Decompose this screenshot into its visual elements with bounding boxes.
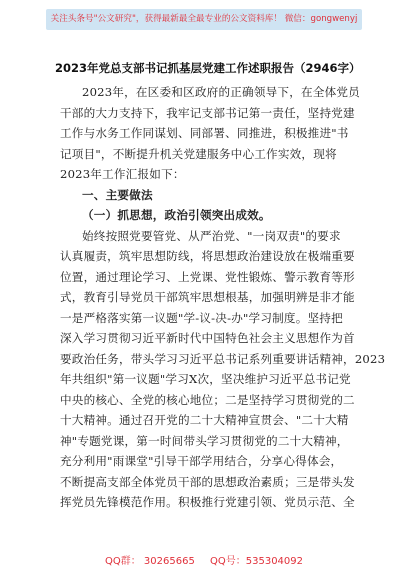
paragraph-line: 2023年，在区委和区政府的正确领导下，在全体党员 [82, 85, 360, 99]
paragraph-line: 年共组织"第一议题"学习X次，坚决维护习近平总书记党 [60, 372, 351, 386]
promo-banner: 关注头条号"公文研究"，获得最新最全最专业的公文资料库！ 微信：gongwenyj [46, 9, 362, 30]
paragraph-line: 神"专题党课，第一时间带头学习贯彻党的二十大精神， [60, 433, 349, 448]
paragraph-line: 深入学习贯彻习近平新时代中国特色社会主义思想作为首 [60, 331, 355, 345]
paragraph-line: 挥党员先锋模范作用。积极推行党建引领、党员示范、全 [60, 495, 355, 509]
paragraph-line: 要政治任务，带头学习习近平总书记系列重要讲话精神，2023 [60, 351, 386, 366]
paragraph-line: 干部的大力支持下，我牢记支部书记第一责任，坚持党建 [60, 105, 355, 120]
paragraph-line: 中央的核心、全党的核心地位；二是坚持学习贯彻党的二 [60, 392, 355, 407]
paragraph-line: 一是严格落实第一议题"学-议-决-办"学习制度。坚持把 [60, 310, 343, 325]
subsection-heading: （一）抓思想，政治引领突出成效。 [82, 208, 271, 222]
qq-number-text: QQ号：535304092 [210, 556, 304, 567]
paragraph-line: 始终按照党要管党、从严治党、"一岗双责"的要求 [82, 228, 341, 243]
document-title: 2023年党总支部书记抓基层党建工作述职报告（2946字） [55, 61, 361, 75]
paragraph-line: 充分利用"雨课堂"引导干部学用结合，分享心得体会， [60, 454, 343, 468]
section-heading: 一、主要做法 [82, 187, 153, 202]
paragraph-line: 记项目"，不断提升机关党建服务中心工作实效，现将 [60, 146, 337, 161]
paragraph-line: 2023年工作汇报如下： [60, 167, 185, 181]
paragraph-line: 工作与水务工作同谋划、同部署、同推进，积极推进"书 [60, 126, 349, 140]
qq-group-text: QQ群： 30265665 [104, 556, 195, 567]
contact-footer [0, 552, 408, 567]
paragraph-line: 不断提高支部全体党员干部的思想政治素质；三是带头发 [60, 474, 355, 489]
paragraph-line: 认真履责，筑牢思想防线，将思想政治建设放在极端重要 [60, 249, 355, 263]
paragraph-line: 式，教育引导党员干部筑牢思想根基，加强明辨是非才能 [60, 290, 355, 304]
paragraph-line: 位置，通过理论学习、上党课、党性锻炼、警示教育等形 [60, 269, 355, 284]
paragraph-line: 十大精神。通过召开党的二十大精神宣贯会、"二十大精 [60, 413, 349, 427]
document-body [60, 82, 386, 513]
